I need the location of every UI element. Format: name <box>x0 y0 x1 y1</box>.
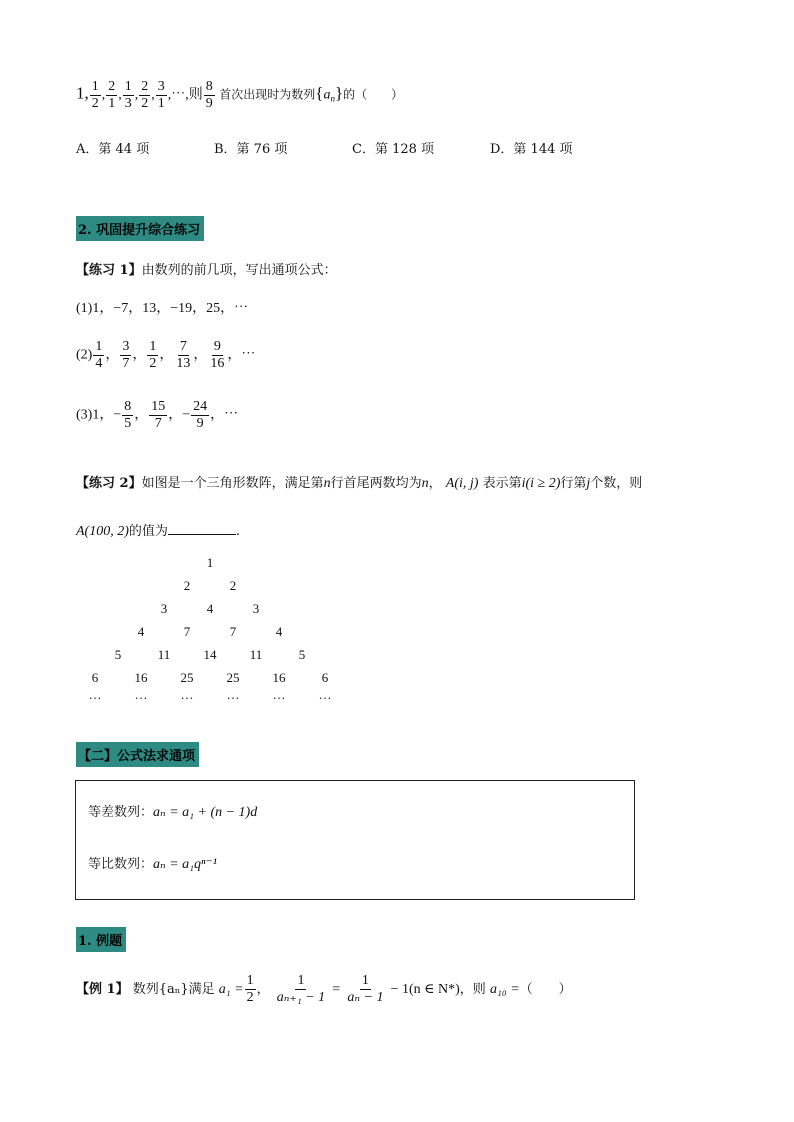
answer-blank[interactable] <box>168 522 236 535</box>
frac: $\frac{24}{9}$ <box>193 399 208 431</box>
section-heading: 2. 巩固提升综合练习 <box>76 216 204 241</box>
frac: $\frac{7}{13}$ <box>176 339 191 371</box>
formula-box <box>75 780 635 900</box>
frac: $\frac{8}{5}$ <box>124 399 132 431</box>
triangle-cell: … <box>226 687 240 702</box>
option-a[interactable]: A．第 44 项 <box>76 142 150 157</box>
triangle-cell: 2 <box>229 578 237 593</box>
triangle-cell: 25 <box>180 670 194 685</box>
triangle-cell: 4 <box>137 624 145 639</box>
section-heading: 【二】公式法求通项 <box>76 742 199 767</box>
seq-prefix: 1, <box>76 83 89 103</box>
triangle-cell: … <box>318 687 332 702</box>
triangle-cell: … <box>180 687 194 702</box>
exercise-2-prompt: 【练习 2】如图是一个三角形数阵，满足第n行首尾两数均为n， A(i, j) 表示第i(i ≥ 2)行第j个数，则 <box>76 476 643 491</box>
frac: $\frac{3}{7}$ <box>122 339 130 371</box>
triangle-cell: 2 <box>183 578 191 593</box>
triangle-cell: 14 <box>203 647 217 662</box>
triangle-cell: 6 <box>91 670 99 685</box>
exercise-tag: 【练习 1】 <box>76 263 142 278</box>
triangle-cell: 7 <box>229 624 237 639</box>
triangle-cell: 16 <box>134 670 148 685</box>
triangle-cell: 16 <box>272 670 286 685</box>
frac: $\frac{1}{2}$ <box>91 79 99 111</box>
exercise-1-item-1: (1)1，−7，13，−19，25，⋯ <box>76 301 249 316</box>
triangle-cell: … <box>88 687 102 702</box>
exercise-tag: 【练习 2】 <box>76 476 142 491</box>
geometric-formula: 等比数列：aₙ = a₁qⁿ⁻¹ <box>88 857 217 872</box>
frac: $\frac{1}{3}$ <box>124 79 132 111</box>
example-1: 【例 1】 数列{aₙ}满足 a₁ = $\frac{1}{2}$ ， $\frac{1}{\text{aₙ₊₁ − 1}}$ = $\frac{1}{\text{aₙ − 1}}$ − 1(n ∈ N*)，则 a₁₀ =（ ） <box>76 973 572 1005</box>
question-sequence: 1, $\frac{1}{2}$ , $\frac{2}{1}$ , $\frac{1}{3}$ , $\frac{2}{2}$ , $\frac{3}{1}$ ,⋯,则 $\frac{8}{9}$ 首次出现时为数列$\{a_n\}$的（ ） <box>76 79 404 111</box>
ellipsis-text: ,⋯,则 <box>167 87 203 103</box>
triangle-cell: 3 <box>160 601 168 616</box>
target-frac: $\frac{8}{9}$ <box>205 79 213 111</box>
frac: $\frac{9}{16}$ <box>210 339 225 371</box>
frac: $\frac{1}{2}$ <box>149 339 157 371</box>
option-b[interactable]: B．第 76 项 <box>214 142 288 157</box>
frac: $\frac{1}{4}$ <box>95 339 103 371</box>
frac: $\frac{1}{2}$ <box>246 973 254 1005</box>
exercise-1-prompt: 【练习 1】由数列的前几项，写出通项公式： <box>76 263 337 278</box>
option-c[interactable]: C．第 128 项 <box>352 142 435 157</box>
exercise-2-question: A(100, 2)的值为 . <box>76 524 241 539</box>
question-text-end: 的（ ） <box>343 87 404 102</box>
triangle-cell: 3 <box>252 601 260 616</box>
triangle-cell: … <box>134 687 148 702</box>
exercise-1-item-2: (2) $\frac{1}{4}$ ， $\frac{3}{7}$ ， $\frac{1}{2}$ ， $\frac{7}{13}$ ， $\frac{9}{16}$ ，⋯ <box>76 339 256 371</box>
frac: $\frac{3}{1}$ <box>157 79 165 111</box>
frac: $\frac{2}{1}$ <box>108 79 116 111</box>
option-d[interactable]: D．第 144 项 <box>490 142 573 157</box>
triangle-cell: 7 <box>183 624 191 639</box>
triangle-cell: 6 <box>321 670 329 685</box>
triangle-cell: 4 <box>206 601 214 616</box>
triangle-cell: 11 <box>249 647 263 662</box>
exercise-1-item-3: (3)1，− $\frac{8}{5}$ ， $\frac{15}{7}$ ，− $\frac{24}{9}$ ，⋯ <box>76 399 239 431</box>
frac: $\frac{1}{\text{aₙ − 1}}$ <box>347 973 384 1005</box>
triangle-cell: 5 <box>114 647 122 662</box>
frac: $\frac{15}{7}$ <box>151 399 166 431</box>
example-tag: 【例 1】 <box>76 982 129 997</box>
triangle-array <box>70 555 360 720</box>
triangle-cell: 5 <box>298 647 306 662</box>
frac: $\frac{2}{2}$ <box>141 79 149 111</box>
triangle-cell: 11 <box>157 647 171 662</box>
section-heading: 1. 例题 <box>76 927 126 952</box>
triangle-cell: 4 <box>275 624 283 639</box>
triangle-cell: 25 <box>226 670 240 685</box>
triangle-cell: 1 <box>206 555 214 570</box>
arithmetic-formula: 等差数列：aₙ = a₁ + (n − 1)d <box>88 805 258 820</box>
question-text: 首次出现时为数列 <box>219 87 316 102</box>
frac: $\frac{1}{\text{aₙ₊₁ − 1}}$ <box>276 973 326 1005</box>
triangle-cell: … <box>272 687 286 702</box>
